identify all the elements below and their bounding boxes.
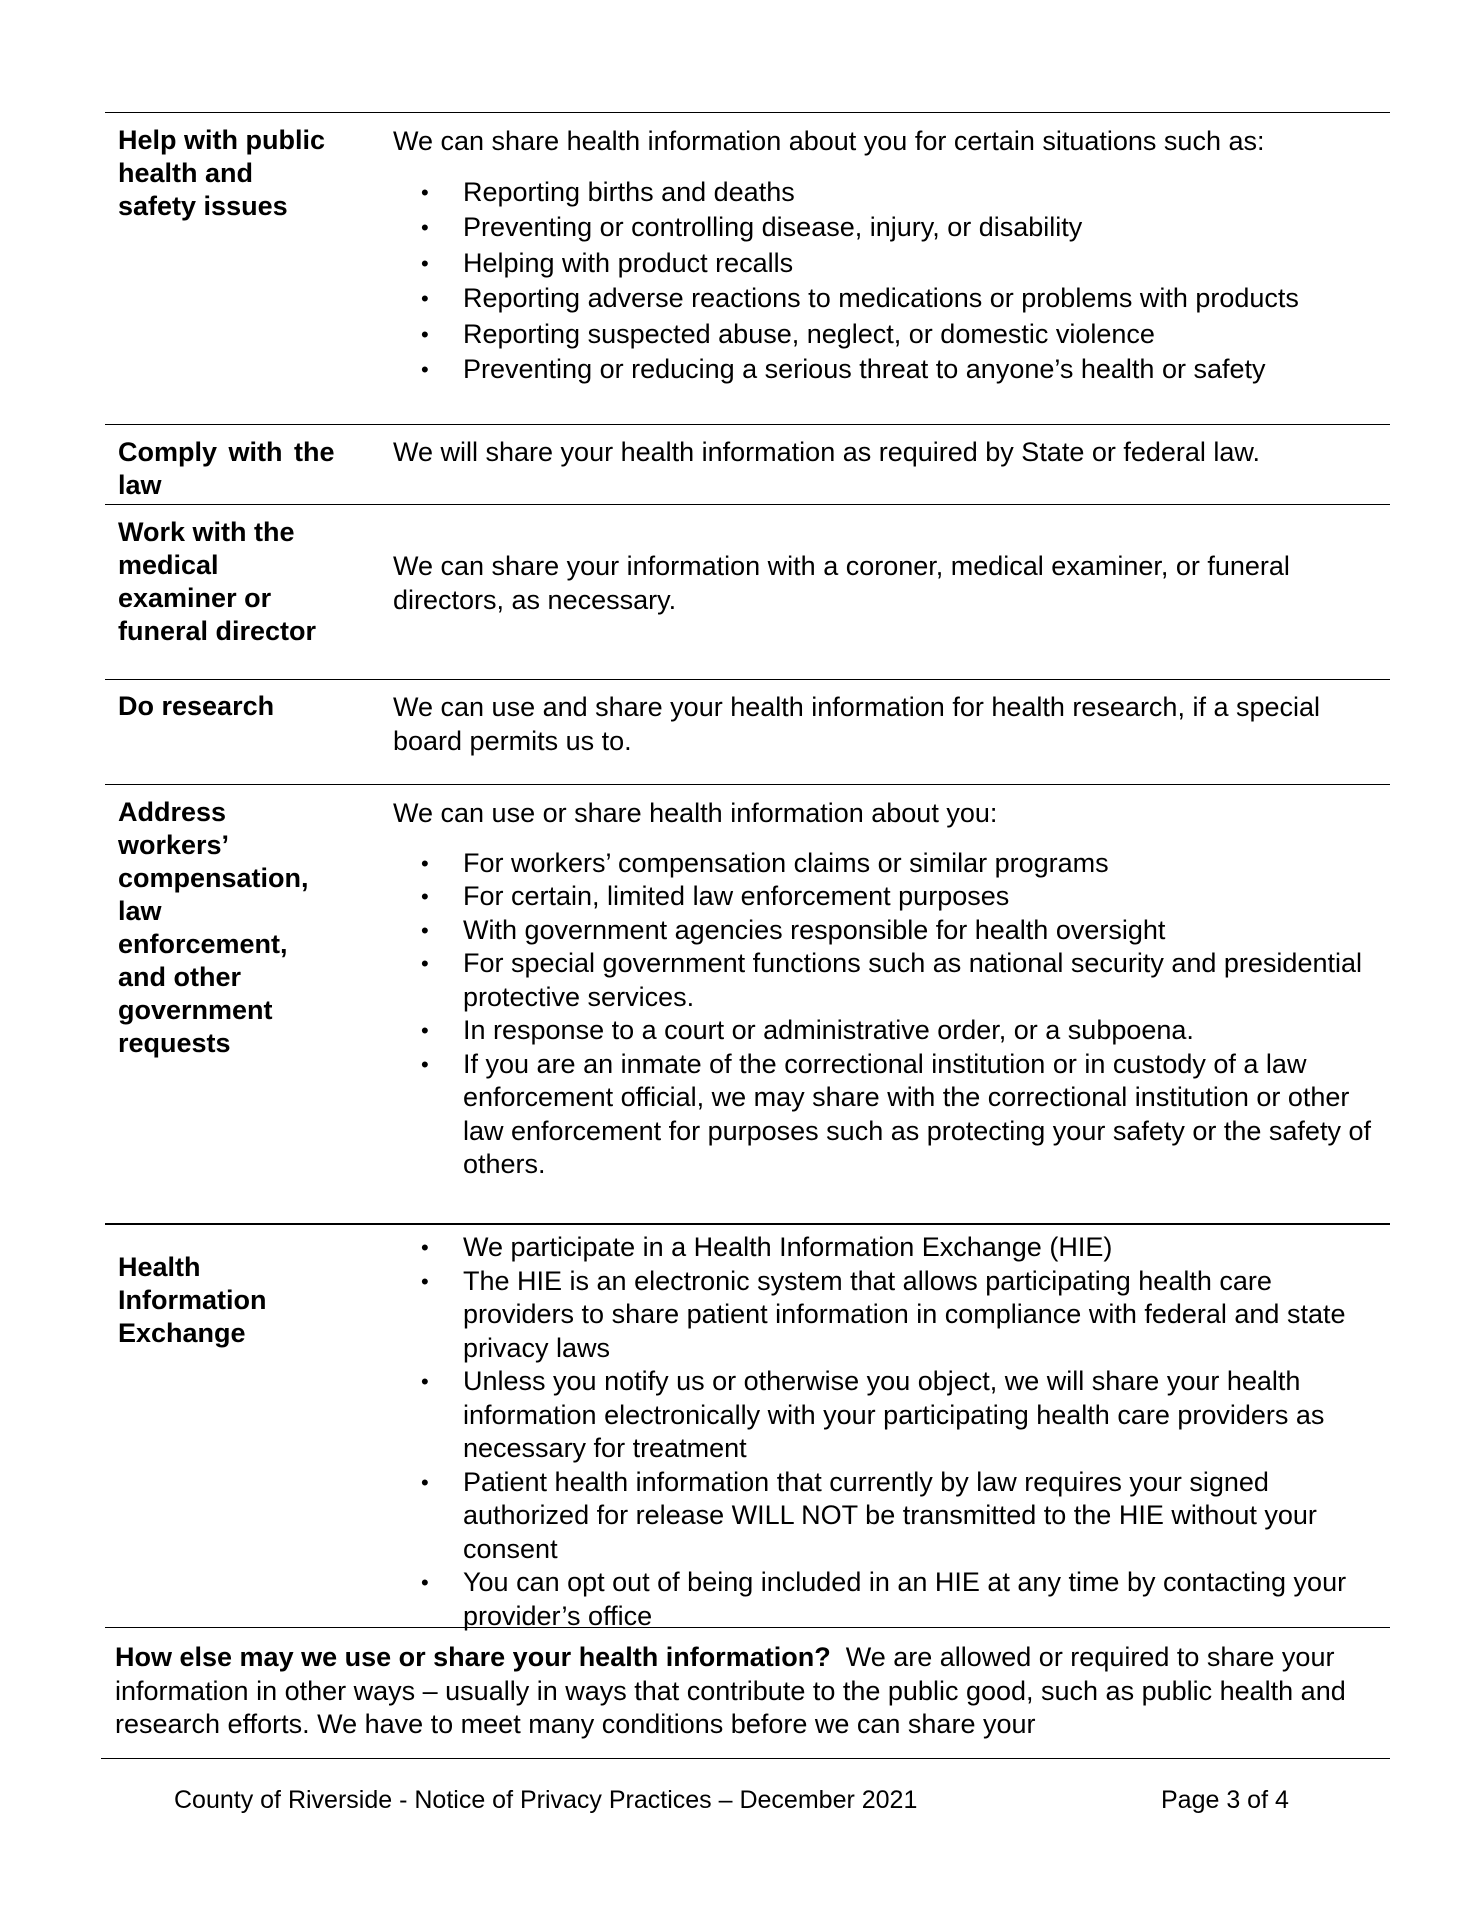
label-line: Comply with the [118, 437, 335, 467]
section-divider [105, 424, 1390, 425]
list-item: • Preventing or controlling disease, injury, or disability [393, 210, 1393, 246]
label-line: compensation, [118, 863, 309, 893]
section-body [393, 1231, 1393, 1633]
section-body [393, 125, 1393, 388]
bullet-list [393, 175, 1393, 388]
section-body: We can use and share your health information for health research, if a special board permits us to. [393, 692, 1321, 756]
list-item: • In response to a court or administrative order, or a subpoena. [393, 1014, 1383, 1048]
section-body: We can share your information with a coroner, medical examiner, or funeral directors, as necessary. [393, 551, 1290, 615]
list-item: • Reporting suspected abuse, neglect, or domestic violence [393, 317, 1393, 353]
label-line: Address [118, 797, 227, 827]
bullet-icon: • [421, 179, 429, 205]
bullet-icon: • [421, 215, 429, 240]
bullet-icon: • [421, 1369, 429, 1394]
section-label [118, 124, 368, 223]
label-line: medical [118, 550, 219, 580]
label-line: safety issues [118, 191, 288, 221]
list-item: • Reporting adverse reactions to medications or problems with products [393, 281, 1393, 317]
label-line: law [118, 896, 162, 926]
section-divider [105, 504, 1390, 505]
section-label [118, 436, 368, 502]
bullet-icon: • [421, 850, 429, 876]
bullet-list [393, 1231, 1383, 1633]
section-divider [105, 112, 1390, 113]
list-item: • With government agencies responsible for health oversight [393, 914, 1383, 948]
label-line: Do research [118, 691, 275, 721]
bullet-icon: • [421, 917, 429, 943]
bullet-list [393, 847, 1383, 1182]
section-intro: We can use or share health information about you: [393, 798, 998, 828]
label-line: Help with public [118, 125, 325, 155]
closing-text: We are allowed or required to share your information in other ways – usually in ways that contribute to the public good, such as public health and research efforts. We have to meet many conditions before we can share your [115, 1642, 1346, 1739]
label-line: enforcement, [118, 929, 288, 959]
section-divider [101, 1758, 1390, 1759]
section-divider [105, 784, 1390, 785]
list-item: • The HIE is an electronic system that allows participating health care providers to share patient information in compliance with federal and state privacy laws [421, 1265, 1346, 1363]
list-item: • For certain, limited law enforcement purposes [393, 880, 1383, 914]
page-number: Page 3 of 4 [1161, 1786, 1289, 1814]
label-line: law [118, 470, 162, 500]
list-item: • Unless you notify us or otherwise you object, we will share your health information electronically with your participating health care providers as necessary for treatment [421, 1366, 1325, 1463]
label-line: Information [118, 1285, 267, 1315]
bullet-icon: • [421, 321, 429, 347]
label-line: workers’ [118, 830, 230, 860]
footer-title: County of Riverside - Notice of Privacy Practices – December 2021 [174, 1786, 918, 1814]
closing-paragraph [115, 1641, 1375, 1742]
list-item: • For special government functions such as national security and presidential protective services. [421, 948, 1362, 1012]
list-item: • You can opt out of being included in an HIE at any time by contacting your provider’s office [421, 1567, 1347, 1631]
list-item: • If you are an inmate of the correctional institution or in custody of a law enforcement official, we may share with the correctional institution or other law enforcement for purposes such as protecting your safety or the safety of others. [421, 1048, 1371, 1179]
bullet-icon: • [421, 1268, 429, 1294]
section-body [393, 797, 1393, 1182]
list-item: • Helping with product recalls [393, 246, 1393, 282]
section-label [118, 1251, 368, 1350]
label-line: and other [118, 962, 242, 992]
list-item: • For workers’ compensation claims or similar programs [393, 847, 1383, 881]
bullet-icon: • [421, 884, 429, 909]
section-label [118, 796, 368, 1060]
bullet-icon: • [421, 250, 429, 276]
bullet-icon: • [421, 1469, 429, 1495]
label-line: Health [118, 1252, 201, 1282]
closing-heading: How else may we use or share your health information? [115, 1642, 831, 1672]
list-item: • Reporting births and deaths [393, 175, 1393, 211]
bullet-icon: • [421, 1570, 429, 1595]
list-item: • We participate in a Health Information Exchange (HIE) [393, 1231, 1383, 1265]
bullet-icon: • [421, 1235, 429, 1260]
bullet-icon: • [421, 1051, 429, 1077]
bullet-icon: • [421, 286, 429, 311]
section-label [118, 690, 368, 723]
list-item: • Patient health information that currently by law requires your signed authorized for release WILL NOT be transmitted to the HIE without your consent [421, 1466, 1317, 1564]
section-intro: We can share health information about you for certain situations such as: [393, 126, 1265, 156]
label-line: Exchange [118, 1318, 246, 1348]
label-line: examiner or [118, 583, 272, 613]
section-divider [105, 1223, 1390, 1225]
label-line: Work with the [118, 517, 295, 547]
label-line: funeral director [118, 616, 317, 646]
bullet-icon: • [421, 357, 429, 382]
label-line: government [118, 995, 273, 1025]
bullet-icon: • [421, 1018, 429, 1043]
section-divider [105, 679, 1390, 680]
section-body: We will share your health information as required by State or federal law. [393, 437, 1260, 467]
list-item: • Preventing or reducing a serious threat to anyone’s health or safety [393, 352, 1393, 388]
section-label [118, 516, 368, 648]
label-line: health and [118, 158, 254, 188]
label-line: requests [118, 1028, 231, 1058]
bullet-icon: • [421, 951, 429, 976]
